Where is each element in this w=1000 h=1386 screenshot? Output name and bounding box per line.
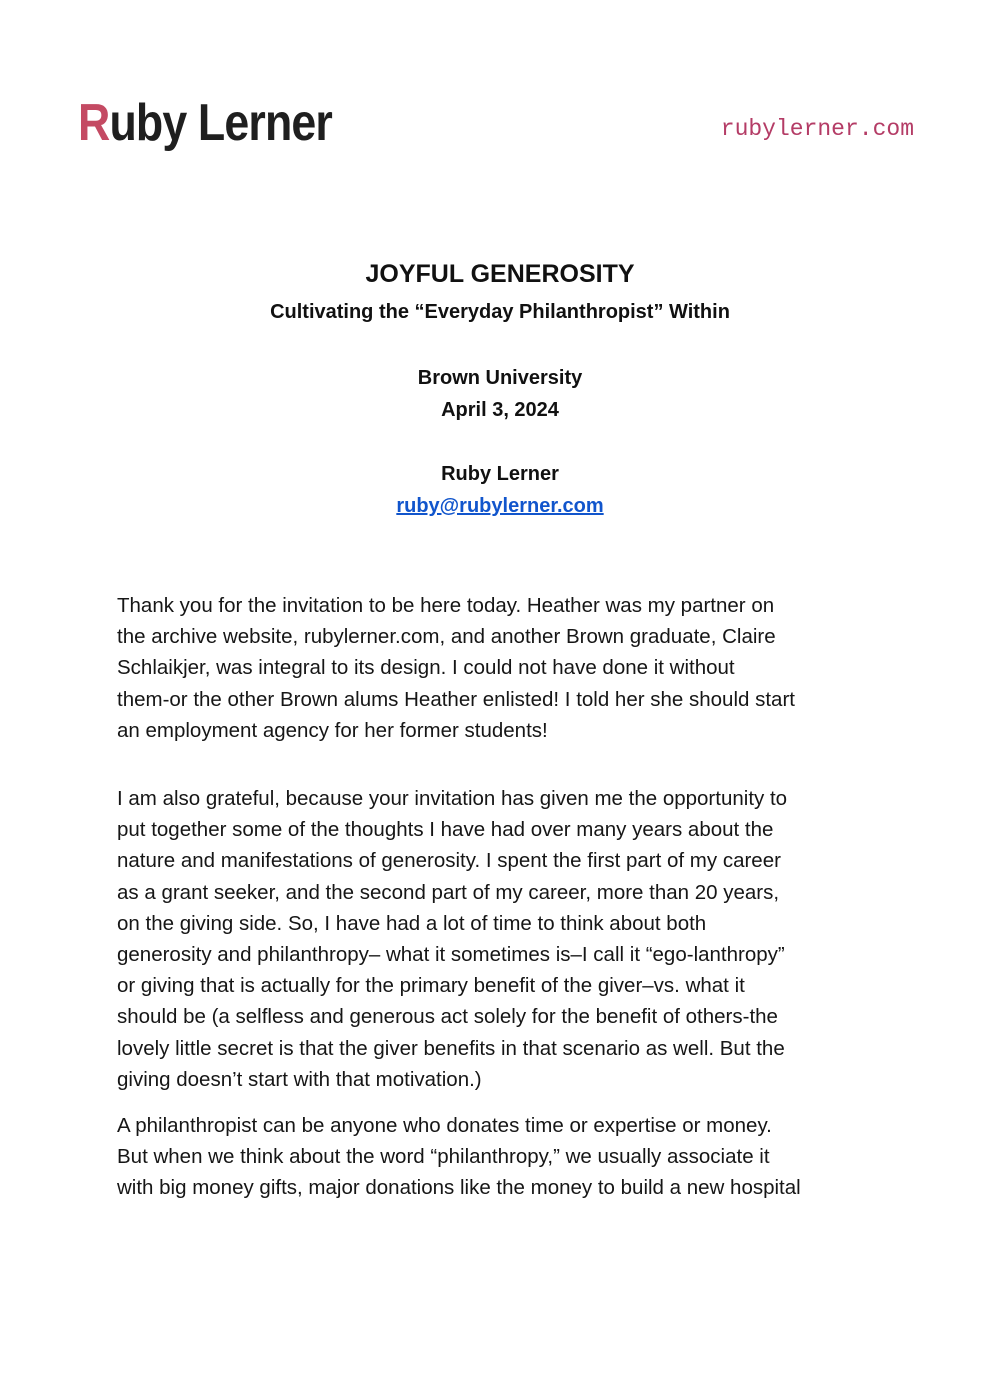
- logo-text: uby Lerner: [109, 94, 332, 152]
- paragraph-3: [117, 1110, 907, 1204]
- event-info: [0, 362, 1000, 426]
- paragraph-line: lovely little secret is that the giver benefits in that scenario as well. But the: [117, 1036, 785, 1060]
- site-url[interactable]: rubylerner.com: [720, 116, 914, 142]
- logo-initial: R: [78, 94, 110, 152]
- paragraph-line: or giving that is actually for the primary benefit of the giver–vs. what it: [117, 974, 745, 998]
- paragraph-line: A philanthropist can be anyone who donates time or expertise or money.: [117, 1114, 772, 1137]
- paragraph-1: [117, 590, 907, 746]
- paragraph-2: [117, 783, 907, 1095]
- paragraph-line: Thank you for the invitation to be here today. Heather was my partner on: [117, 594, 775, 617]
- paragraph-line: Schlaikjer, was integral to its design. I could not have done it without: [117, 656, 735, 680]
- event-venue: Brown University: [417, 367, 583, 389]
- document-title: JOYFUL GENEROSITY: [365, 260, 635, 288]
- paragraph-line: But when we think about the word “philanthropy,” we usually associate it: [117, 1145, 770, 1169]
- author-info: [0, 458, 1000, 522]
- logo: [78, 92, 332, 154]
- paragraph-line: put together some of the thoughts I have had over many years about the: [117, 818, 774, 842]
- paragraph-line: on the giving side. So, I have had a lot of time to think about both: [117, 911, 707, 935]
- paragraph-line: them-or the other Brown alums Heather enlisted! I told her she should start: [117, 687, 795, 711]
- author-email-link[interactable]: ruby@rubylerner.com: [396, 495, 604, 517]
- paragraph-line: should be (a selfless and generous act solely for the benefit of others-the: [117, 1005, 778, 1029]
- paragraph-line: as a grant seeker, and the second part of my career, more than 20 years,: [117, 880, 780, 904]
- paragraph-line: giving doesn’t start with that motivation.): [117, 1067, 482, 1091]
- event-date: April 3, 2024: [441, 399, 559, 421]
- paragraph-line: the archive website, rubylerner.com, and another Brown graduate, Claire: [117, 625, 776, 649]
- paragraph-line: generosity and philanthropy– what it sometimes is–I call it “ego-lanthropy”: [117, 943, 785, 967]
- paragraph-line: nature and manifestations of generosity. I spent the first part of my career: [117, 849, 781, 873]
- paragraph-line: with big money gifts, major donations like the money to build a new hospital: [117, 1176, 801, 1200]
- paragraph-line: I am also grateful, because your invitation has given me the opportunity to: [117, 787, 788, 810]
- paragraph-line: an employment agency for her former students!: [117, 718, 548, 742]
- author-name: Ruby Lerner: [441, 463, 559, 485]
- document-subtitle: Cultivating the “Everyday Philanthropist” Within: [270, 301, 730, 323]
